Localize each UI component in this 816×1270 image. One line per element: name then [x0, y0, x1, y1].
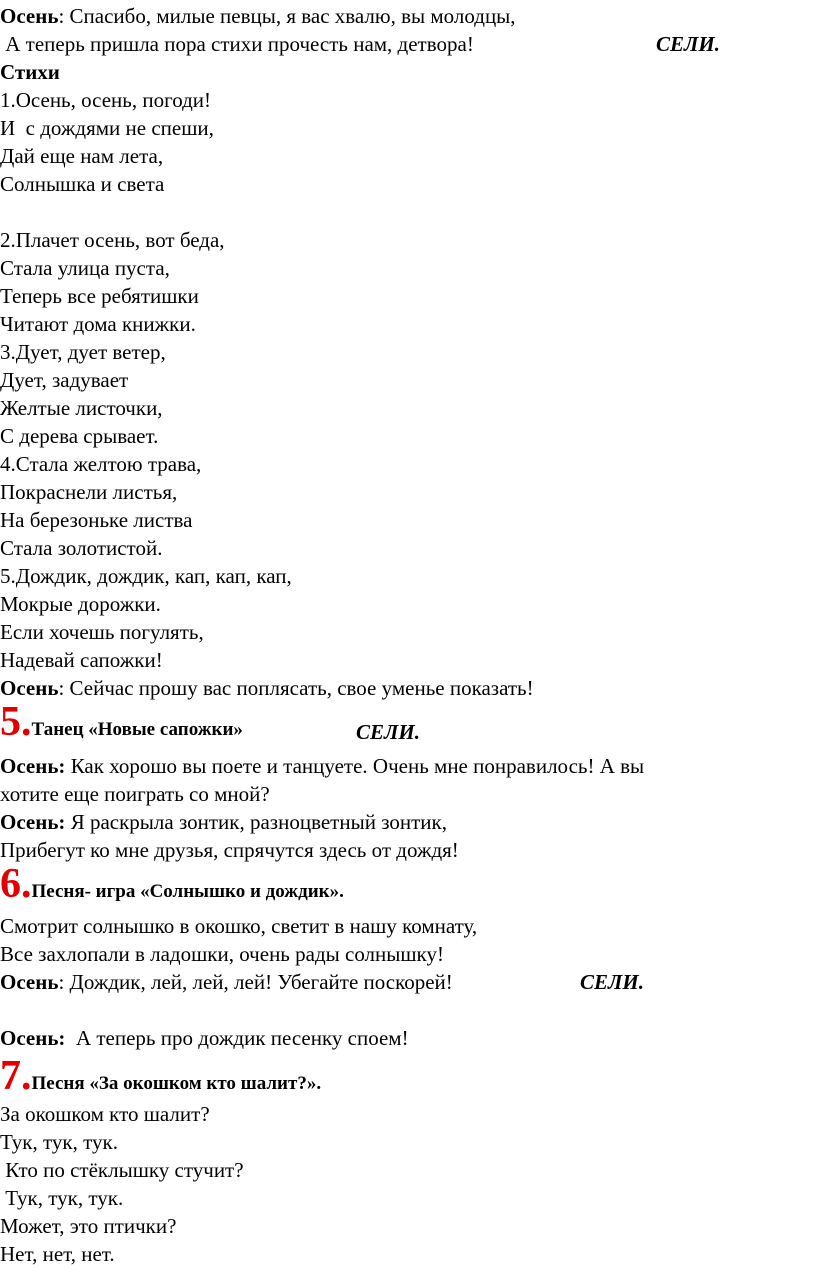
speaker-name: Осень — [0, 4, 59, 28]
poem-line: 3.Дует, дует ветер, — [0, 340, 166, 364]
poem-line: Стала улица пуста, — [0, 256, 170, 280]
speaker-name: Осень: — [0, 754, 66, 778]
poem-line: Стала золотистой. — [0, 536, 163, 560]
dialogue-text: А теперь пришла пора стихи прочесть нам, детвора! — [0, 32, 474, 56]
dialogue-text: А теперь про дождик песенку споем! — [65, 1026, 409, 1050]
poem-line: 2.Плачет осень, вот беда, — [0, 228, 225, 252]
poem-line: Желтые листочки, — [0, 396, 163, 420]
speaker-name: Осень — [0, 676, 59, 700]
section-title: Танец «Новые сапожки» — [31, 719, 243, 740]
speaker-name: Осень: — [0, 810, 66, 834]
stage-cue: СЕЛИ. — [656, 32, 721, 56]
section-number: 7. — [0, 1053, 32, 1099]
poem-line: Дай еще нам лета, — [0, 144, 164, 168]
poem-line: Теперь все ребятишки — [0, 284, 199, 308]
poem-line: Если хочешь погулять, — [0, 620, 204, 644]
poem-line: Надевай сапожки! — [0, 648, 163, 672]
section-title: Песня- игра «Солнышко и дождик». — [31, 881, 344, 902]
poem-line: И с дождями не спеши, — [0, 116, 214, 140]
poem-line: Солнышка и света — [0, 172, 165, 196]
song-line: За окошком кто шалит? — [0, 1102, 210, 1126]
section-5-heading — [0, 700, 243, 752]
dialogue-text: Как хорошо вы поете и танцуете. Очень мне понравилось! А вы — [65, 754, 645, 778]
dialogue-line — [0, 30, 474, 58]
dialogue-line — [0, 968, 453, 996]
stage-cue: СЕЛИ. — [356, 720, 421, 744]
song-line: Нет, нет, нет. — [0, 1242, 115, 1266]
dialogue-line — [0, 1024, 409, 1052]
poem-line: 5.Дождик, дождик, кап, кап, кап, — [0, 564, 292, 588]
dialogue-text: Я раскрыла зонтик, разноцветный зонтик, — [65, 810, 447, 834]
dialogue-text: : Спасибо, милые певцы, я вас хвалю, вы молодцы, — [58, 4, 516, 28]
stage-cue: СЕЛИ. — [580, 970, 645, 994]
song-line: Тук, тук, тук. — [0, 1130, 118, 1154]
section-7-heading — [0, 1054, 321, 1106]
section-number: 6. — [0, 861, 32, 907]
dialogue-line — [0, 2, 516, 30]
song-line: Кто по стёклышку стучит? — [0, 1158, 244, 1182]
poem-line: 1.Осень, осень, погоди! — [0, 88, 212, 112]
section-title: Песня «За окошком кто шалит?». — [31, 1073, 322, 1094]
section-6-heading — [0, 862, 344, 914]
poem-line: С дерева срывает. — [0, 424, 159, 448]
song-line: Тук, тук, тук. — [0, 1186, 124, 1210]
poem-line: Мокрые дорожки. — [0, 592, 161, 616]
dialogue-line — [0, 808, 447, 836]
dialogue-line — [0, 752, 644, 780]
section-heading: Стихи — [0, 60, 60, 84]
poem-line: Дует, задувает — [0, 368, 129, 392]
dialogue-line — [0, 674, 534, 702]
poem-line: На березоньке листва — [0, 508, 193, 532]
dialogue-line: Прибегут ко мне друзья, спрячутся здесь от дождя! — [0, 838, 459, 862]
poem-line: 4.Стала желтою трава, — [0, 452, 202, 476]
song-line: Смотрит солнышко в окошко, светит в нашу комнату, — [0, 914, 478, 938]
song-line: Все захлопали в ладошки, очень рады солнышку! — [0, 942, 444, 966]
speaker-name: Осень: — [0, 1026, 66, 1050]
poem-line: Покраснели листья, — [0, 480, 178, 504]
dialogue-text: : Сейчас прошу вас поплясать, свое уменье показать! — [58, 676, 534, 700]
dialogue-line: хотите еще поиграть со мной? — [0, 782, 270, 806]
poem-line: Читают дома книжки. — [0, 312, 196, 336]
speaker-name: Осень — [0, 970, 59, 994]
song-line: Может, это птички? — [0, 1214, 177, 1238]
section-number: 5. — [0, 699, 32, 745]
dialogue-text: : Дождик, лей, лей, лей! Убегайте поскорей! — [58, 970, 453, 994]
